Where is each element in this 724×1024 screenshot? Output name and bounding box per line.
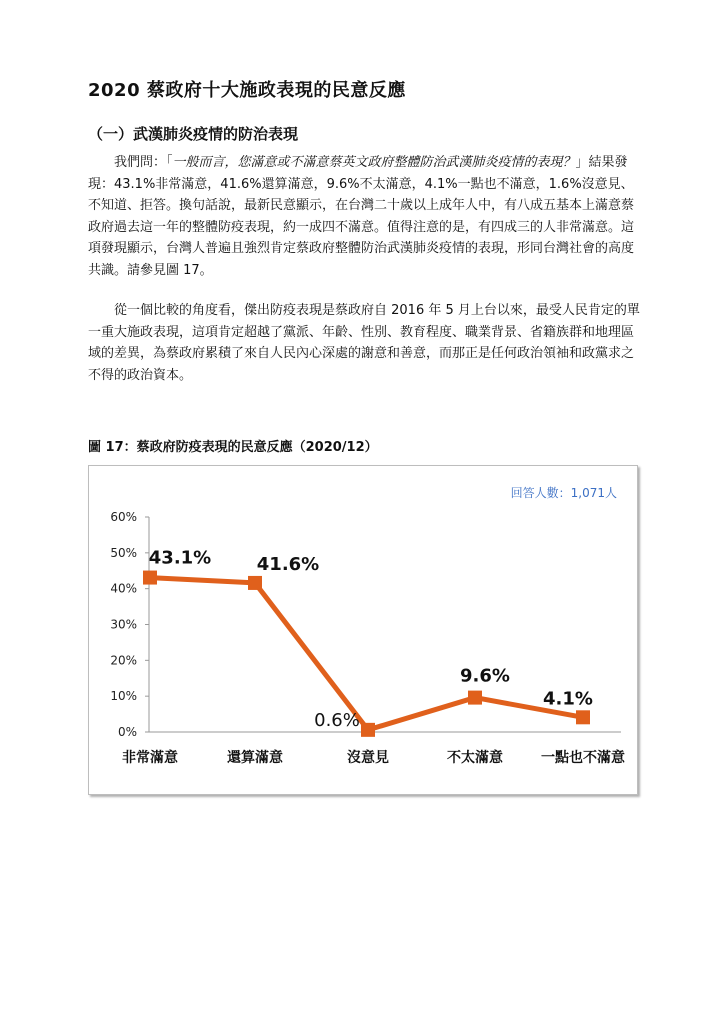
- y-tick-label: 60%: [110, 510, 137, 524]
- x-tick-label: 還算滿意: [227, 750, 283, 766]
- x-tick-label: 不太滿意: [447, 750, 503, 766]
- data-point: [576, 710, 590, 724]
- document-title: 2020 蔡政府十大施政表現的民意反應: [88, 80, 406, 101]
- y-tick-label: 30%: [110, 617, 137, 632]
- x-tick-label: 沒意見: [347, 750, 389, 766]
- data-point: [468, 691, 482, 705]
- chart-svg: [89, 466, 637, 794]
- data-point: [143, 571, 157, 585]
- y-tick-label: 40%: [110, 581, 137, 596]
- para1-body: 結果發現：43.1%非常滿意，41.6%還算滿意，9.6%不太滿意，4.1%一點也不滿意，1.6%沒意見、不知道、拒答。換句話說，最新民意顯示，在台灣二十歲以上成年人中，有八成五基本上滿意蔡政府過去這一年的整體防疫表現，約一成四不滿意。值得注意的是，有四成三的人非常滿意。這項發現顯示，台灣人普遍且強烈肯定蔡政府整體防治武漢肺炎疫情的表現，形同台灣社會的高度共識。請參見圖 17。: [88, 155, 635, 278]
- data-point: [361, 723, 375, 737]
- paragraph-1: [88, 152, 640, 282]
- y-tick-label: 50%: [110, 545, 137, 560]
- y-axis: [110, 510, 149, 739]
- paragraph-2: [88, 300, 640, 386]
- para2-body: 從一個比較的角度看，傑出防疫表現是蔡政府自 2016 年 5 月上台以來，最受人民肯定的單一重大施政表現，這項肯定超越了黨派、年齡、性別、教育程度、職業背景、省籍族群和地理區域的差異，為蔡政府累積了來自人民內心深處的謝意和善意，而那正是任何政治領袖和政黨求之不得的政治資本。: [88, 303, 640, 383]
- line-chart: [88, 465, 638, 795]
- x-axis: [122, 732, 625, 766]
- data-label: 43.1%: [148, 547, 212, 569]
- series-line: [143, 571, 590, 737]
- data-label: 4.1%: [543, 688, 593, 710]
- data-label: 0.6%: [314, 709, 360, 731]
- y-tick-label: 10%: [110, 689, 137, 704]
- respondents-annotation: 回答人數：1,071人: [510, 486, 617, 500]
- x-tick-label: 非常滿意: [122, 750, 178, 766]
- data-point: [248, 576, 262, 590]
- para1-close: 」: [575, 155, 589, 170]
- x-tick-label: 一點也不滿意: [541, 750, 625, 766]
- y-tick-label: 20%: [110, 653, 137, 668]
- para1-lead: 我們問：「: [114, 155, 173, 170]
- survey-question: 一般而言，您滿意或不滿意蔡英文政府整體防治武漢肺炎疫情的表現？: [172, 155, 576, 170]
- data-label: 9.6%: [460, 665, 510, 687]
- y-tick-label: 0%: [117, 725, 137, 739]
- data-label: 41.6%: [256, 553, 320, 575]
- data-labels: [149, 548, 593, 731]
- figure-caption: 圖 17：蔡政府防疫表現的民意反應（2020/12）: [88, 440, 378, 455]
- series-polyline: [150, 578, 583, 730]
- section-heading: （一）武漢肺炎疫情的防治表現: [88, 125, 299, 143]
